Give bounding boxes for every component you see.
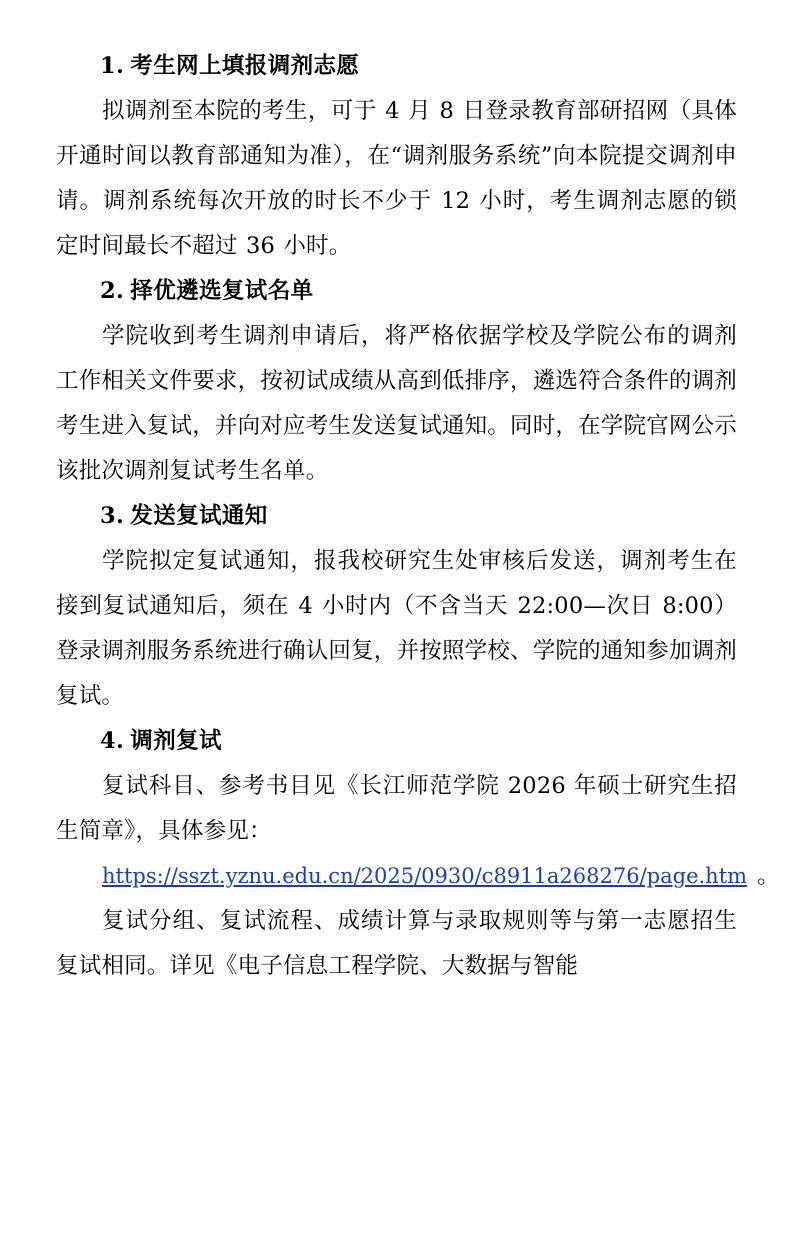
section-number-4: 4.: [100, 728, 125, 754]
section-paragraph-2-1: 学院收到考生调剂申请后，将严格依据学校及学院公布的调剂工作相关文件要求，按初试成绩从高到低排序，遴选符合条件的调剂考生进入复试，并向对应考生发送复试通知。同时，在学院官网公示该批次调剂复试考生名单。: [56, 323, 738, 484]
document-body: [56, 44, 780, 989]
section-heading-1: [56, 44, 737, 89]
section-number-1: 1.: [100, 53, 125, 79]
section-heading-text-3: 发送复试通知: [130, 503, 268, 529]
admissions-brochure-link[interactable]: https://sszt.yznu.edu.cn/2025/0930/c8911a268276/page.htm: [102, 864, 748, 888]
section-heading-text-4: 调剂复试: [130, 728, 222, 754]
section-heading-4: [56, 719, 737, 764]
section-heading-2: [56, 269, 737, 314]
section-heading-text-1: 考生网上填报调剂志愿: [130, 53, 360, 79]
section-heading-text-2: 择优遴选复试名单: [130, 278, 314, 304]
link-trailing-punctuation: 。: [757, 863, 780, 889]
section-paragraph-4-1: 复试科目、参考书目见《长江师范学院 2026 年硕士研究生招生简章》，具体参见：: [56, 773, 737, 844]
section-heading-3: [56, 494, 737, 539]
section-paragraph-3-1: 学院拟定复试通知，报我校研究生处审核后发送，调剂考生在接到复试通知后，须在 4 小时内（不含当天 22:00—次日 8:00）登录调剂服务系统进行确认回复，并按照学校、学院的通知参加调剂复试。: [56, 548, 738, 709]
section-number-2: 2.: [100, 278, 125, 304]
section-paragraph-4-2: 复试分组、复试流程、成绩计算与录取规则等与第一志愿招生复试相同。详见《电子信息工程学院、大数据与智能: [56, 908, 737, 979]
section-paragraph-1-1: 拟调剂至本院的考生，可于 4 月 8 日登录教育部研招网（具体开通时间以教育部通知为准），在“调剂服务系统”向本院提交调剂申请。调剂系统每次开放的时长不少于 12 小时，考生调剂志愿的锁定时间最长不超过 36 小时。: [56, 98, 737, 259]
section-number-3: 3.: [100, 503, 125, 529]
admissions-brochure-link-paragraph: [56, 854, 780, 899]
